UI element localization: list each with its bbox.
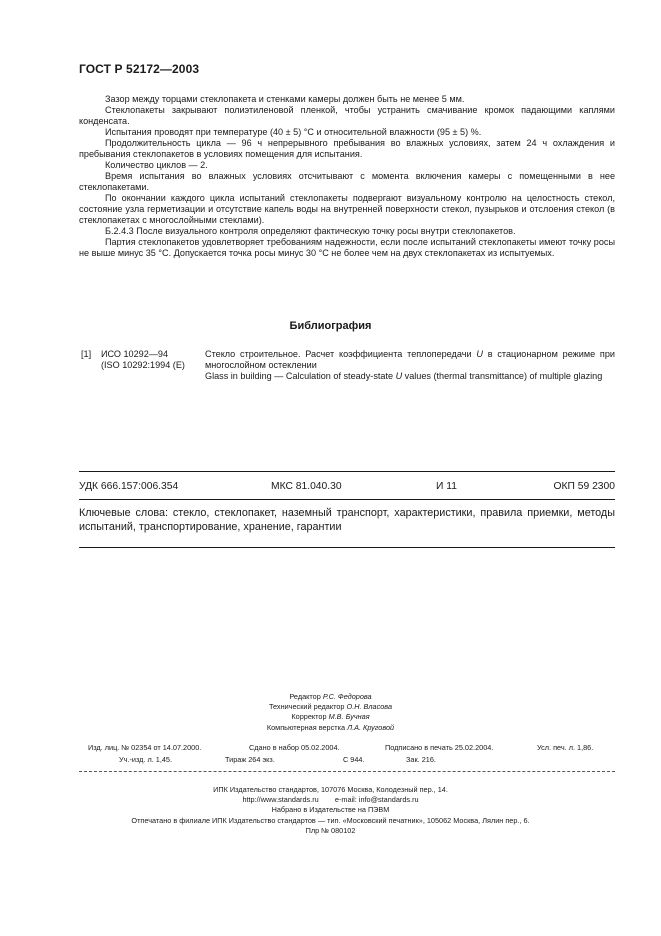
- license-info: Изд. лиц. № 02354 от 14.07.2000.: [88, 743, 202, 752]
- paragraph: Испытания проводят при температуре (40 ± 5) °С и относительной влажности (95 ± 5) %.: [105, 127, 482, 137]
- desc-ru-post: в стационарном режиме при многослойном остеклении: [205, 349, 615, 370]
- keywords: Ключевые слова: стекло, стеклопакет, наземный транспорт, характеристики, правила приемки, методы испытаний, транспортирование, хранение, гарантии: [79, 507, 615, 533]
- paragraph: По окончании каждого цикла испытаний стеклопакеты подвергают визуальному контролю на целостность стекол, состояние узла герметизации и отсутствие капель воды на внутренней поверхности стекол, пузырьков и отслоения стекол (в стеклопакетах с многослойными стеклами).: [79, 193, 615, 225]
- description-en: [205, 371, 615, 382]
- printing-house: Отпечатано в филиале ИПК Издательство стандартов — тип. «Московский печатник», 105062 Москва, Лялин пер., 6.: [131, 815, 530, 825]
- paragraph: Продолжительность цикла — 96 ч непрерывного пребывания во влажных условиях, затем 24 ч охлаждения и пребывания стеклопакетов в условиях помещения для испытания.: [79, 138, 615, 159]
- publisher-web: http://www.standards.ru e-mail: info@standards.ru: [242, 795, 419, 805]
- paragraph: Количество циклов — 2.: [105, 160, 208, 170]
- divider-line: [79, 547, 615, 548]
- typeset-note: Набрано в Издательстве на ПЭВМ: [271, 805, 390, 815]
- print-sign-date: Подписано в печать 25.02.2004.: [385, 743, 494, 752]
- description-ru: [205, 349, 615, 371]
- publisher-info: [0, 785, 661, 836]
- test-procedure-text: [79, 94, 615, 259]
- entry-number: [1]: [81, 349, 92, 359]
- standard-ref-iso: (ISO 10292:1994 (E): [101, 360, 185, 370]
- paragraph: Б.2.4.3 После визуального контроля определяют фактическую точку росы внутри стеклопакетов.: [105, 226, 516, 236]
- standard-ref-ru: ИСО 10292—94: [101, 349, 168, 359]
- order-number: Зак. 216.: [406, 755, 436, 764]
- mks-code: МКС 81.040.30: [271, 481, 342, 492]
- staff-role: Редактор: [289, 692, 321, 701]
- staff-credits: [0, 692, 661, 733]
- print-run: Тираж 264 экз.: [225, 755, 275, 764]
- bibliography-title: Библиография: [289, 320, 372, 332]
- divider-line: [79, 499, 615, 500]
- staff-name: Л.А. Круговой: [347, 722, 395, 732]
- paragraph: Стеклопакеты закрывают полиэтиленовой пленкой, чтобы устранить смачивание кромок падающими каплями конденсата.: [79, 105, 615, 126]
- staff-line: [0, 692, 661, 702]
- desc-ru-var: U: [476, 349, 483, 359]
- staff-line: [0, 702, 661, 712]
- staff-name: Р.С. Федорова: [322, 692, 372, 701]
- publisher-sheets: Уч.-изд. л. 1,45.: [119, 755, 173, 764]
- okp-code: ОКП 59 2300: [553, 481, 615, 492]
- staff-line: [0, 712, 661, 722]
- document-header: ГОСТ Р 52172—2003: [79, 62, 200, 76]
- paragraph: Партия стеклопакетов удовлетворяет требованиям надежности, если после испытаний стеклопакеты имеют точку росы не выше минус 35 °С. Допускается точка росы минус 30 °С не более чем на двух стеклопакетах из испытуемых.: [79, 237, 615, 258]
- group-code: И 11: [436, 481, 457, 492]
- desc-en-pre: Glass in building — Calculation of steady-state: [205, 371, 396, 381]
- staff-line: [0, 723, 661, 733]
- staff-role: Компьютерная верстка: [266, 722, 346, 732]
- staff-name: О.Н. Власова: [346, 702, 393, 712]
- publisher-address: ИПК Издательство стандартов, 107076 Москва, Колодезный пер., 14.: [213, 785, 448, 794]
- paragraph: Время испытания во влажных условиях отсчитывают с момента включения камеры с помещенными в нее стеклопакетами.: [79, 171, 615, 192]
- desc-ru-pre: Стекло строительное. Расчет коэффициента теплопередачи: [205, 349, 477, 359]
- udc-code: УДК 666.157:006.354: [79, 481, 179, 492]
- entry-standard-ref: [101, 349, 216, 371]
- printed-sheets: Усл. печ. л. 1,86.: [537, 743, 594, 752]
- staff-role: Технический редактор: [268, 702, 345, 712]
- paragraph: Зазор между торцами стеклопакета и стенками камеры должен быть не менее 5 мм.: [105, 94, 465, 104]
- entry-description: [205, 349, 615, 382]
- desc-en-var: U: [395, 371, 403, 381]
- staff-role: Корректор: [291, 712, 327, 722]
- typeset-date: Сдано в набор 05.02.2004.: [249, 743, 340, 752]
- plr-number: Плр № 080102: [305, 825, 356, 835]
- c-number: С 944.: [343, 755, 365, 764]
- divider-line: [79, 471, 615, 472]
- dashed-divider: [79, 771, 615, 772]
- staff-name: М.В. Бучная: [328, 712, 370, 722]
- desc-en-post: values (thermal transmittance) of multiple glazing: [402, 371, 603, 381]
